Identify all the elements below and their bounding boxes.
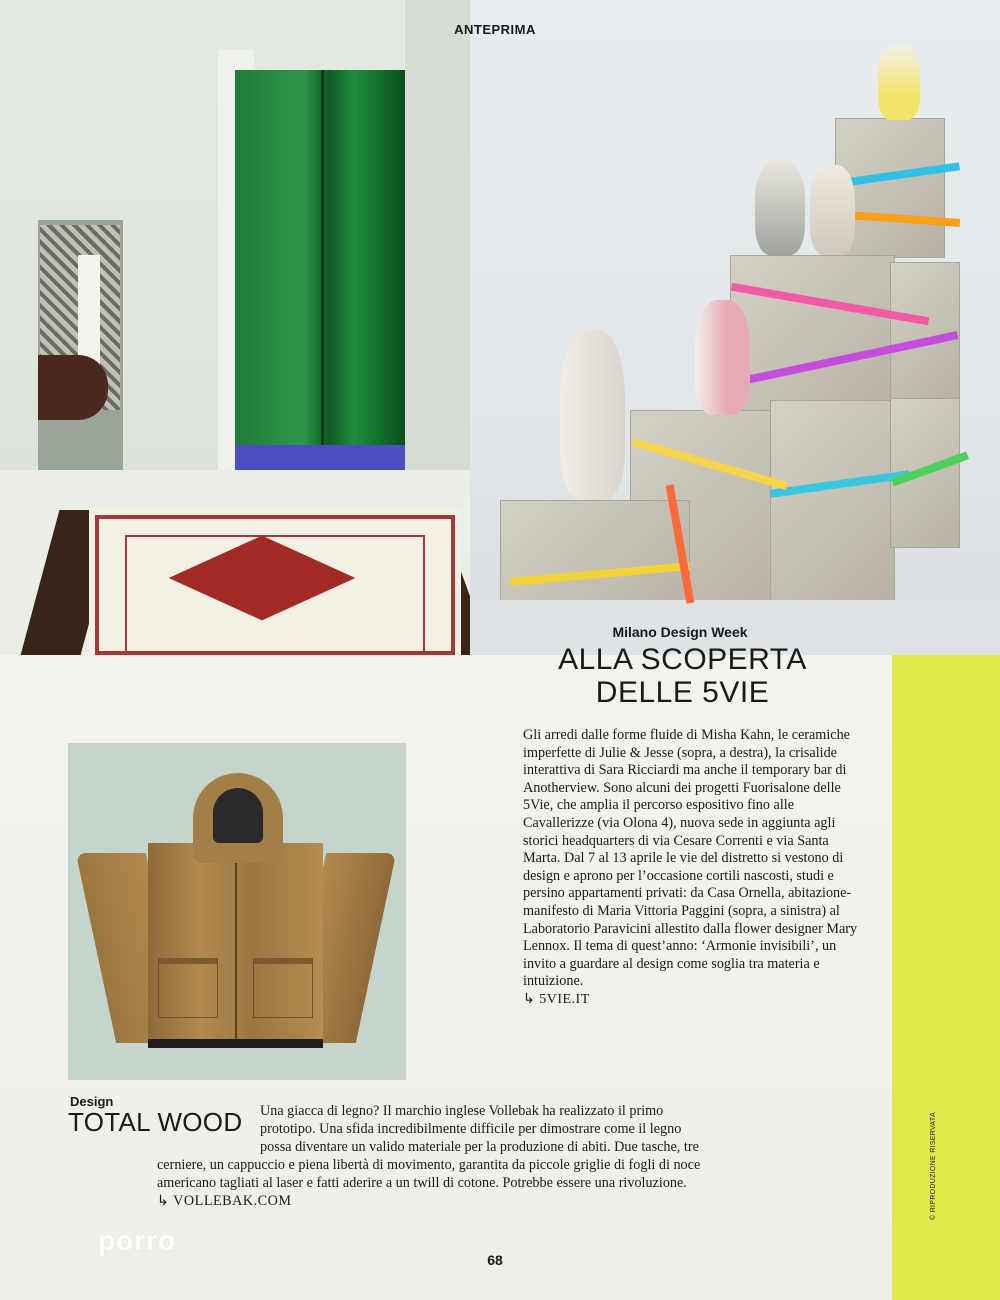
page-number: 68 — [487, 1252, 503, 1268]
headline-line: ALLA SCOPERTA — [558, 643, 807, 676]
ceramics-photo — [470, 0, 1000, 655]
design-text-line: Una giacca di legno? Il marchio inglese Vollebak ha realizzato il primo — [260, 1103, 664, 1119]
article-kicker: Milano Design Week — [612, 624, 748, 640]
interior-photo — [0, 0, 470, 655]
yellow-strip — [892, 655, 1000, 1300]
design-text-line: cerniere, un cappuccio e piena libertà di movimento, garantita da piccole griglie di fogli di noce — [157, 1157, 701, 1173]
stone-block — [770, 400, 895, 610]
vase — [695, 300, 750, 415]
sculpted-seat — [38, 355, 108, 420]
design-text-line: prototipo. Una sfida incredibilmente difficile per dimostrare come il legno — [260, 1121, 682, 1137]
design-text-line: americano tagliati al laser e fatti aderire a un twill di cotone. Potrebbe essere una rivoluzione. — [157, 1175, 687, 1191]
faded-logo: porro — [98, 1225, 177, 1256]
design-title: TOTAL WOOD — [68, 1107, 243, 1137]
wall — [405, 0, 470, 480]
vase — [560, 330, 625, 500]
vase — [810, 165, 855, 255]
article-headline — [510, 643, 855, 709]
article-body — [523, 727, 868, 1009]
section-tag: ANTEPRIMA — [454, 22, 536, 37]
stone-block — [730, 255, 895, 415]
article-link[interactable]: ↳ 5VIE.IT — [523, 991, 590, 1007]
jacket-pocket — [253, 958, 313, 1018]
design-link[interactable]: ↳ VOLLEBAK.COM — [157, 1193, 292, 1209]
vase — [878, 45, 920, 120]
hood-opening — [213, 788, 263, 843]
design-text-line: possa diventare un valido materiale per la produzione di abiti. Due tasche, tre — [260, 1139, 699, 1155]
jacket-zip — [235, 863, 237, 1039]
design-kicker: Design — [70, 1094, 114, 1109]
jacket-photo — [68, 743, 406, 1080]
article-paragraph: Gli arredi dalle forme fluide di Misha Kahn, le ceramiche imperfette di Julie & Jesse (sopra, a destra), la crisalide interattiva di Sara Ricciardi ma anche il temporary bar di Anotherview. Sono alcuni dei progetti Fuorisalone delle 5Vie, che amplia il percorso espositivo fino alle Cavallerizze (via Olona 4), nuova sede in aggiunta agli storici headquarters di via Cesare Correnti e via Santa Marta. Dal 7 al 13 aprile le vie del distretto si vestono di design e aprono per l’occasione cortili nascosti, studi e persino appartamenti privati: da Casa Ornella, abitazione-manifesto di Maria Vittoria Paggini (sopra, a sinistra) al Laboratorio Paravicini allestito dalla flower designer Mary Lennox. Il tema di quest’anno: ‘Armonie invisibili’, un invito a guardare al design come soglia tra materia e intuizione. — [523, 727, 858, 990]
jacket-hem — [148, 1039, 323, 1048]
jacket-pocket — [158, 958, 218, 1018]
vase — [755, 160, 805, 255]
copyright-note: © RIPRODUZIONE RISERVATA — [930, 1112, 937, 1220]
green-panel — [235, 70, 405, 450]
headline-line: DELLE 5VIE — [595, 676, 770, 709]
panel-divider — [321, 70, 324, 450]
